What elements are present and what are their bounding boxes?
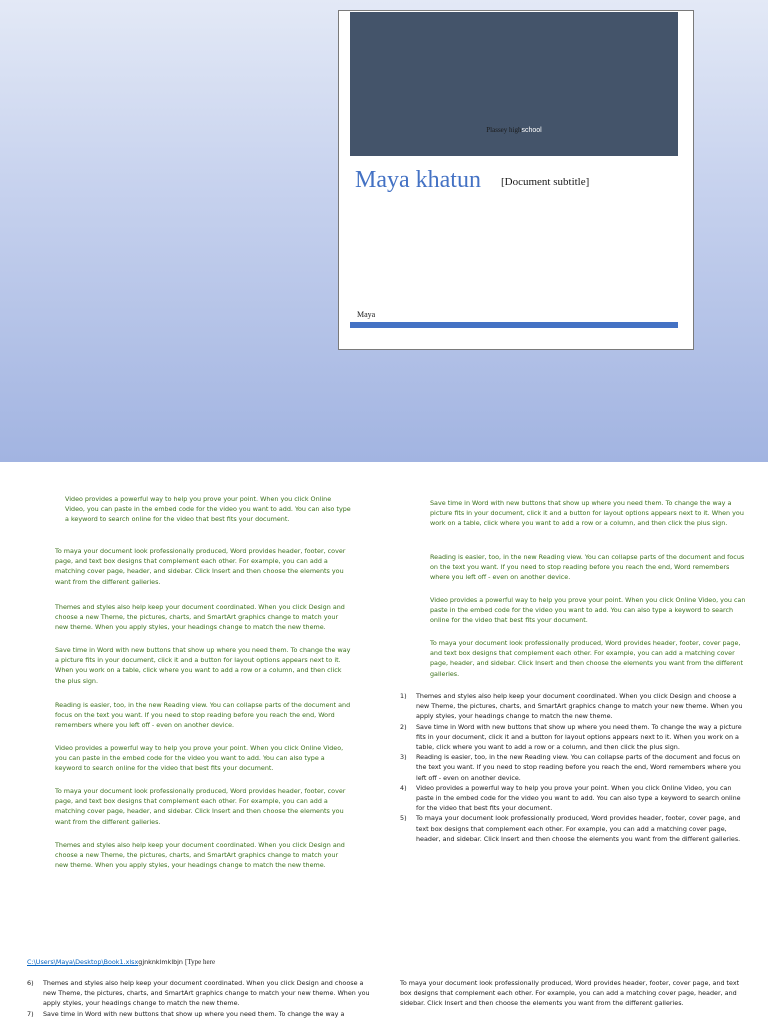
list-text: Video provides a powerful way to help you prove your point. When you click Online Video, you can paste in the embed code for the video you want to add. You can also type a keyword to search online for the video that best fits your document. [416, 783, 741, 813]
numbered-list [400, 691, 750, 844]
list-text: Save time in Word with new buttons that show up where you need them. To change the way a [43, 1009, 345, 1018]
cover-card [338, 10, 694, 350]
list-item [400, 752, 750, 783]
school-name-part1: Plassey high [486, 126, 522, 134]
list-item [400, 813, 750, 844]
cover-subtitle[interactable]: [Document subtitle] [501, 176, 590, 188]
list-text: Themes and styles also help keep your document coordinated. When you click Design and choose a new Theme, the pictures, charts, and SmartArt graphics change to match your new theme. When you apply styles, your headings change to match the new theme. [416, 692, 743, 721]
paragraph: Reading is easier, too, in the new Reading view. You can collapse parts of the document and focus on the text you want. If you need to stop reading before you reach the end, Word remembers where you left off - even on another device. [430, 553, 745, 582]
cover-page [0, 0, 768, 462]
list-number: 4) [400, 783, 407, 792]
paragraph: To maya your document look professionally produced, Word provides header, footer, cover page, and text box designs that complement each other. For example, you can add a matching cover page, header, and sidebar. Click Insert and then choose the elements you want from the different galleries. [55, 787, 346, 826]
list-item [400, 722, 750, 753]
paragraph: Video provides a powerful way to help you prove your point. When you click Online Video, you can paste in the embed code for the video you want to add. You can also type a keyword to search online for the video that best fits your document. [55, 744, 344, 773]
list-number: 1) [400, 692, 407, 700]
numbered-list [27, 978, 372, 1019]
footer-text: gjnknklmklbjn [138, 958, 183, 966]
paragraph: Reading is easier, too, in the new Reading view. You can collapse parts of the document and focus on the text you want. If you need to stop reading before you reach the end, Word remembers where you left off - even on another device. [55, 701, 351, 730]
list-item [27, 978, 372, 1009]
cover-school-name [350, 126, 678, 134]
paragraph: To maya your document look professionally produced, Word provides header, footer, cover page, and text box designs that complement each other. For example, you can add a matching cover page, header, and sidebar. Click Insert and then choose the elements you want from the different galleries. [400, 979, 740, 1008]
list-item [400, 783, 750, 814]
cover-title[interactable]: Maya khatun [355, 167, 481, 193]
list-number: 5) [400, 814, 407, 823]
paragraph: To maya your document look professionally produced, Word provides header, footer, cover page, and text box designs that complement each other. For example, you can add a matching cover page, header, and sidebar. Click Insert and then choose the elements you want from the different galleries. [430, 639, 744, 678]
list-number: 3) [400, 753, 407, 762]
file-hyperlink[interactable]: C:\Users\Maya\Desktop\Book1.xlsx [27, 958, 139, 966]
cover-author[interactable]: Maya [357, 310, 376, 319]
list-number: 7) [27, 1009, 34, 1018]
paragraph: Save time in Word with new buttons that show up where you need them. To change the way a picture fits in your document, click it and a button for layout options appears next to it. When you work on a table, click where you want to add a row or a column, and then click the plus sign. [430, 499, 744, 528]
paragraph: Video provides a powerful way to help you prove your point. When you click Online Video, you can paste in the embed code for the video you want to add. You can also type a keyword to search online for the video that best fits your document. [65, 495, 351, 524]
cover-rule [350, 322, 678, 328]
school-name-part2: school [521, 127, 542, 134]
list-text: Reading is easier, too, in the new Reading view. You can collapse parts of the document and focus on the text you want. If you need to stop reading before you reach the end, Word remembers where you left off - even on another device. [416, 753, 741, 782]
list-number: 2) [400, 722, 407, 731]
paragraph: Video provides a powerful way to help you prove your point. When you click Online Video, you can paste in the embed code for the video you want to add. You can also type a keyword to search online for the video that best fits your document. [430, 596, 746, 625]
list-item [400, 691, 750, 722]
cover-banner [350, 12, 678, 156]
list-number: 6) [27, 979, 34, 987]
list-text: To maya your document look professionally produced, Word provides header, footer, cover page, and text box designs that complement each other. For example, you can add a matching cover page, header, and sidebar. Click Insert and then choose the elements you want from the different galleries. [416, 814, 741, 843]
list-text: Themes and styles also help keep your document coordinated. When you click Design and choose a new Theme, the pictures, charts, and SmartArt graphics change to match your new theme. When you apply styles, your headings change to match the new theme. [43, 979, 370, 1008]
paragraph: Themes and styles also help keep your document coordinated. When you click Design and choose a new Theme, the pictures, charts, and SmartArt graphics change to match your new theme. When you apply styles, your headings change to match the new theme. [55, 841, 345, 870]
type-here-placeholder[interactable]: [Type here [185, 958, 216, 966]
footer-line [27, 958, 215, 966]
paragraph: Save time in Word with new buttons that show up where you need them. To change the way a picture fits in your document, click it and a button for layout options appears next to it. When you work on a table, click where you want to add a row or a column, and then click the plus sign. [55, 646, 351, 685]
paragraph: Themes and styles also help keep your document coordinated. When you click Design and choose a new Theme, the pictures, charts, and SmartArt graphics change to match your new theme. When you apply styles, your headings change to match the new theme. [55, 603, 345, 632]
list-item [27, 1009, 372, 1019]
paragraph: To maya your document look professionally produced, Word provides header, footer, cover page, and text box designs that complement each other. For example, you can add a matching cover page, header, and sidebar. Click Insert and then choose the elements you want from the different galleries. [55, 547, 346, 586]
list-text: Save time in Word with new buttons that show up where you need them. To change the way a picture fits in your document, click it and a button for layout options appears next to it. When you work on a table, click where you want to add a row or a column, and then click the plus sign. [416, 722, 742, 752]
